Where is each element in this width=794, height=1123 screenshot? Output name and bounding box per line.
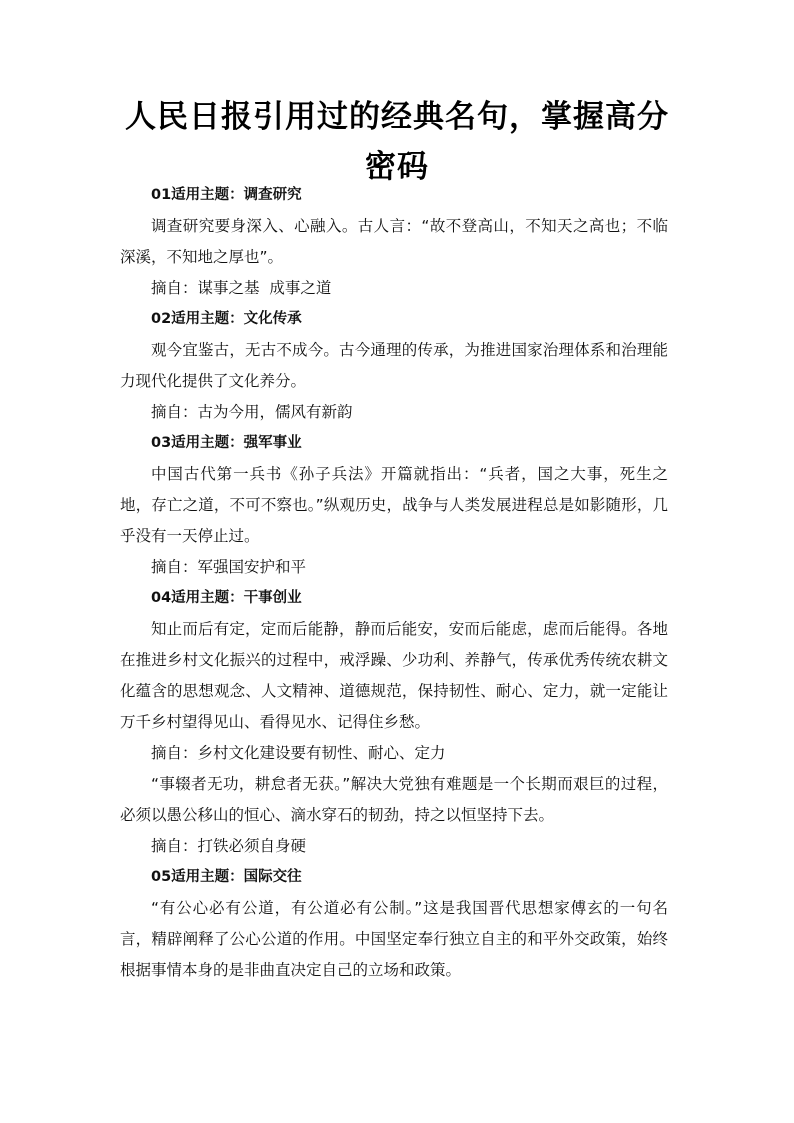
section-source-03: 摘自：军强国安护和平 — [151, 558, 307, 576]
section-paragraph-01: 调查研究要身深入、心融入。古人言：“故不登高山，不知天之高也；不临深溪，不知地之厚也”。 — [120, 217, 668, 266]
section-heading-01: 01适用主题：调查研究 — [151, 187, 302, 203]
section-heading-05: 05适用主题：国际交往 — [151, 869, 302, 885]
section-source-04b: 摘自：打铁必须自身硬 — [151, 837, 307, 855]
section-paragraph-05: “有公心必有公道，有公道必有公制。”这是我国晋代思想家傅玄的一句名言，精辟阐释了公心公道的作用。中国坚定奉行独立自主的和平外交政策，始终根据事情本身的是非曲直决定自己的立场和政策。 — [120, 899, 668, 979]
document-body — [120, 180, 668, 986]
page-title: 人民日报引用过的经典名句，掌握高分密码 — [125, 99, 669, 185]
section-heading-03: 03适用主题：强军事业 — [151, 435, 302, 451]
section-paragraph-03: 中国古代第一兵书《孙子兵法》开篇就指出：“兵者，国之大事，死生之地，存亡之道，不可不察也。”纵观历史，战争与人类发展进程总是如影随形，几乎没有一天停止过。 — [120, 465, 668, 545]
section-heading-04: 04适用主题：干事创业 — [151, 590, 302, 606]
section-source-04: 摘自：乡村文化建设要有韧性、耐心、定力 — [151, 744, 446, 762]
section-source-02: 摘自：古为今用，儒风有新韵 — [151, 403, 353, 421]
section-paragraph-04b: “事辍者无功，耕怠者无获。”解决大党独有难题是一个长期而艰巨的过程，必须以愚公移山的恒心、滴水穿石的韧劲，持之以恒坚持下去。 — [120, 775, 668, 824]
section-paragraph-04: 知止而后有定，定而后能静，静而后能安，安而后能虑，虑而后能得。各地在推进乡村文化振兴的过程中，戒浮躁、少功利、养静气，传承优秀传统农耕文化蕴含的思想观念、人文精神、道德规范，保持韧性、耐心、定力，就一定能让万千乡村望得见山、看得见水、记得住乡愁。 — [120, 620, 668, 731]
section-paragraph-02: 观今宜鉴古，无古不成今。古今通理的传承，为推进国家治理体系和治理能力现代化提供了文化养分。 — [120, 341, 668, 390]
section-heading-02: 02适用主题：文化传承 — [151, 311, 302, 327]
section-source-01: 摘自：谋事之基 成事之道 — [151, 279, 332, 297]
